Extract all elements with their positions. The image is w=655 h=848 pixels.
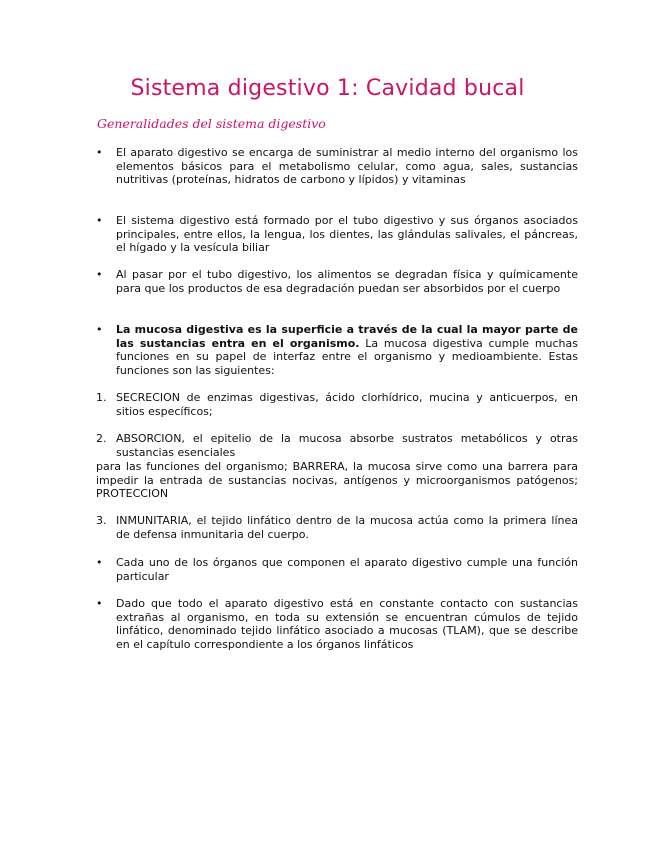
list-item bbox=[96, 323, 578, 377]
number-marker: 3. bbox=[96, 514, 107, 527]
emphasis-text: La mucosa digestiva es la superficie a través de la cual la mayor parte de las sustancias entra en el organismo. bbox=[116, 323, 578, 350]
list-item-text: Cada uno de los órganos que componen el aparato digestivo cumple una función particular bbox=[116, 556, 578, 583]
bullet-marker: • bbox=[96, 556, 103, 569]
list-item bbox=[96, 514, 578, 541]
bullet-marker: • bbox=[96, 268, 103, 281]
page-title: Sistema digestivo 1: Cavidad bucal bbox=[130, 76, 525, 101]
list-item-text: Dado que todo el aparato digestivo está en constante contacto con sustancias extrañas al organismo, en toda su extensión se encuentran cúmulos de tejido linfático, denominado tejido linfático asociado a mucosas (TLAM), que se describe en el capítulo correspondiente a los órganos linfáticos bbox=[116, 597, 578, 651]
bullet-marker: • bbox=[96, 214, 103, 227]
continuation-paragraph: para las funciones del organismo; BARRERA, la mucosa sirve como una barrera para impedir la entrada de sustancias nocivas, antígenos y microorganismos patógenos; PROTECCION bbox=[96, 460, 578, 501]
list-item bbox=[96, 146, 578, 187]
list-item bbox=[96, 556, 578, 583]
list-item bbox=[96, 268, 578, 295]
list-item-text: INMUNITARIA, el tejido linfático dentro de la mucosa actúa como la primera línea de defensa inmunitaria del cuerpo. bbox=[116, 514, 578, 541]
list-item bbox=[96, 391, 578, 418]
bullet-marker: • bbox=[96, 146, 103, 159]
bullet-marker: • bbox=[96, 323, 103, 336]
number-marker: 1. bbox=[96, 391, 107, 404]
list-item-text: El sistema digestivo está formado por el tubo digestivo y sus órganos asociados principales, entre ellos, la lengua, los dientes, las glándulas salivales, el páncreas, el hígado y la vesícula biliar bbox=[116, 214, 578, 255]
section-subtitle: Generalidades del sistema digestivo bbox=[97, 116, 326, 131]
bullet-marker: • bbox=[96, 597, 103, 610]
list-item-text: ABSORCION, el epitelio de la mucosa absorbe sustratos metabólicos y otras sustancias esenciales bbox=[116, 432, 578, 459]
list-item bbox=[96, 432, 578, 459]
list-item-text: Al pasar por el tubo digestivo, los alimentos se degradan física y químicamente para que los productos de esa degradación puedan ser absorbidos por el cuerpo bbox=[116, 268, 578, 295]
list-item bbox=[96, 214, 578, 255]
list-item bbox=[96, 597, 578, 651]
number-marker: 2. bbox=[96, 432, 107, 445]
list-item-text: El aparato digestivo se encarga de suministrar al medio interno del organismo los elementos básicos para el metabolismo celular, como agua, sales, sustancias nutritivas (proteínas, hidratos de carbono y lípidos) y vitaminas bbox=[116, 146, 578, 187]
list-item-text: La mucosa digestiva cumple muchas funciones en su papel de interfaz entre el organismo y medioambiente. Estas funciones son las siguientes: bbox=[116, 336, 578, 377]
list-item-text: SECRECION de enzimas digestivas, ácido clorhídrico, mucina y anticuerpos, en sitios específicos; bbox=[116, 391, 578, 418]
